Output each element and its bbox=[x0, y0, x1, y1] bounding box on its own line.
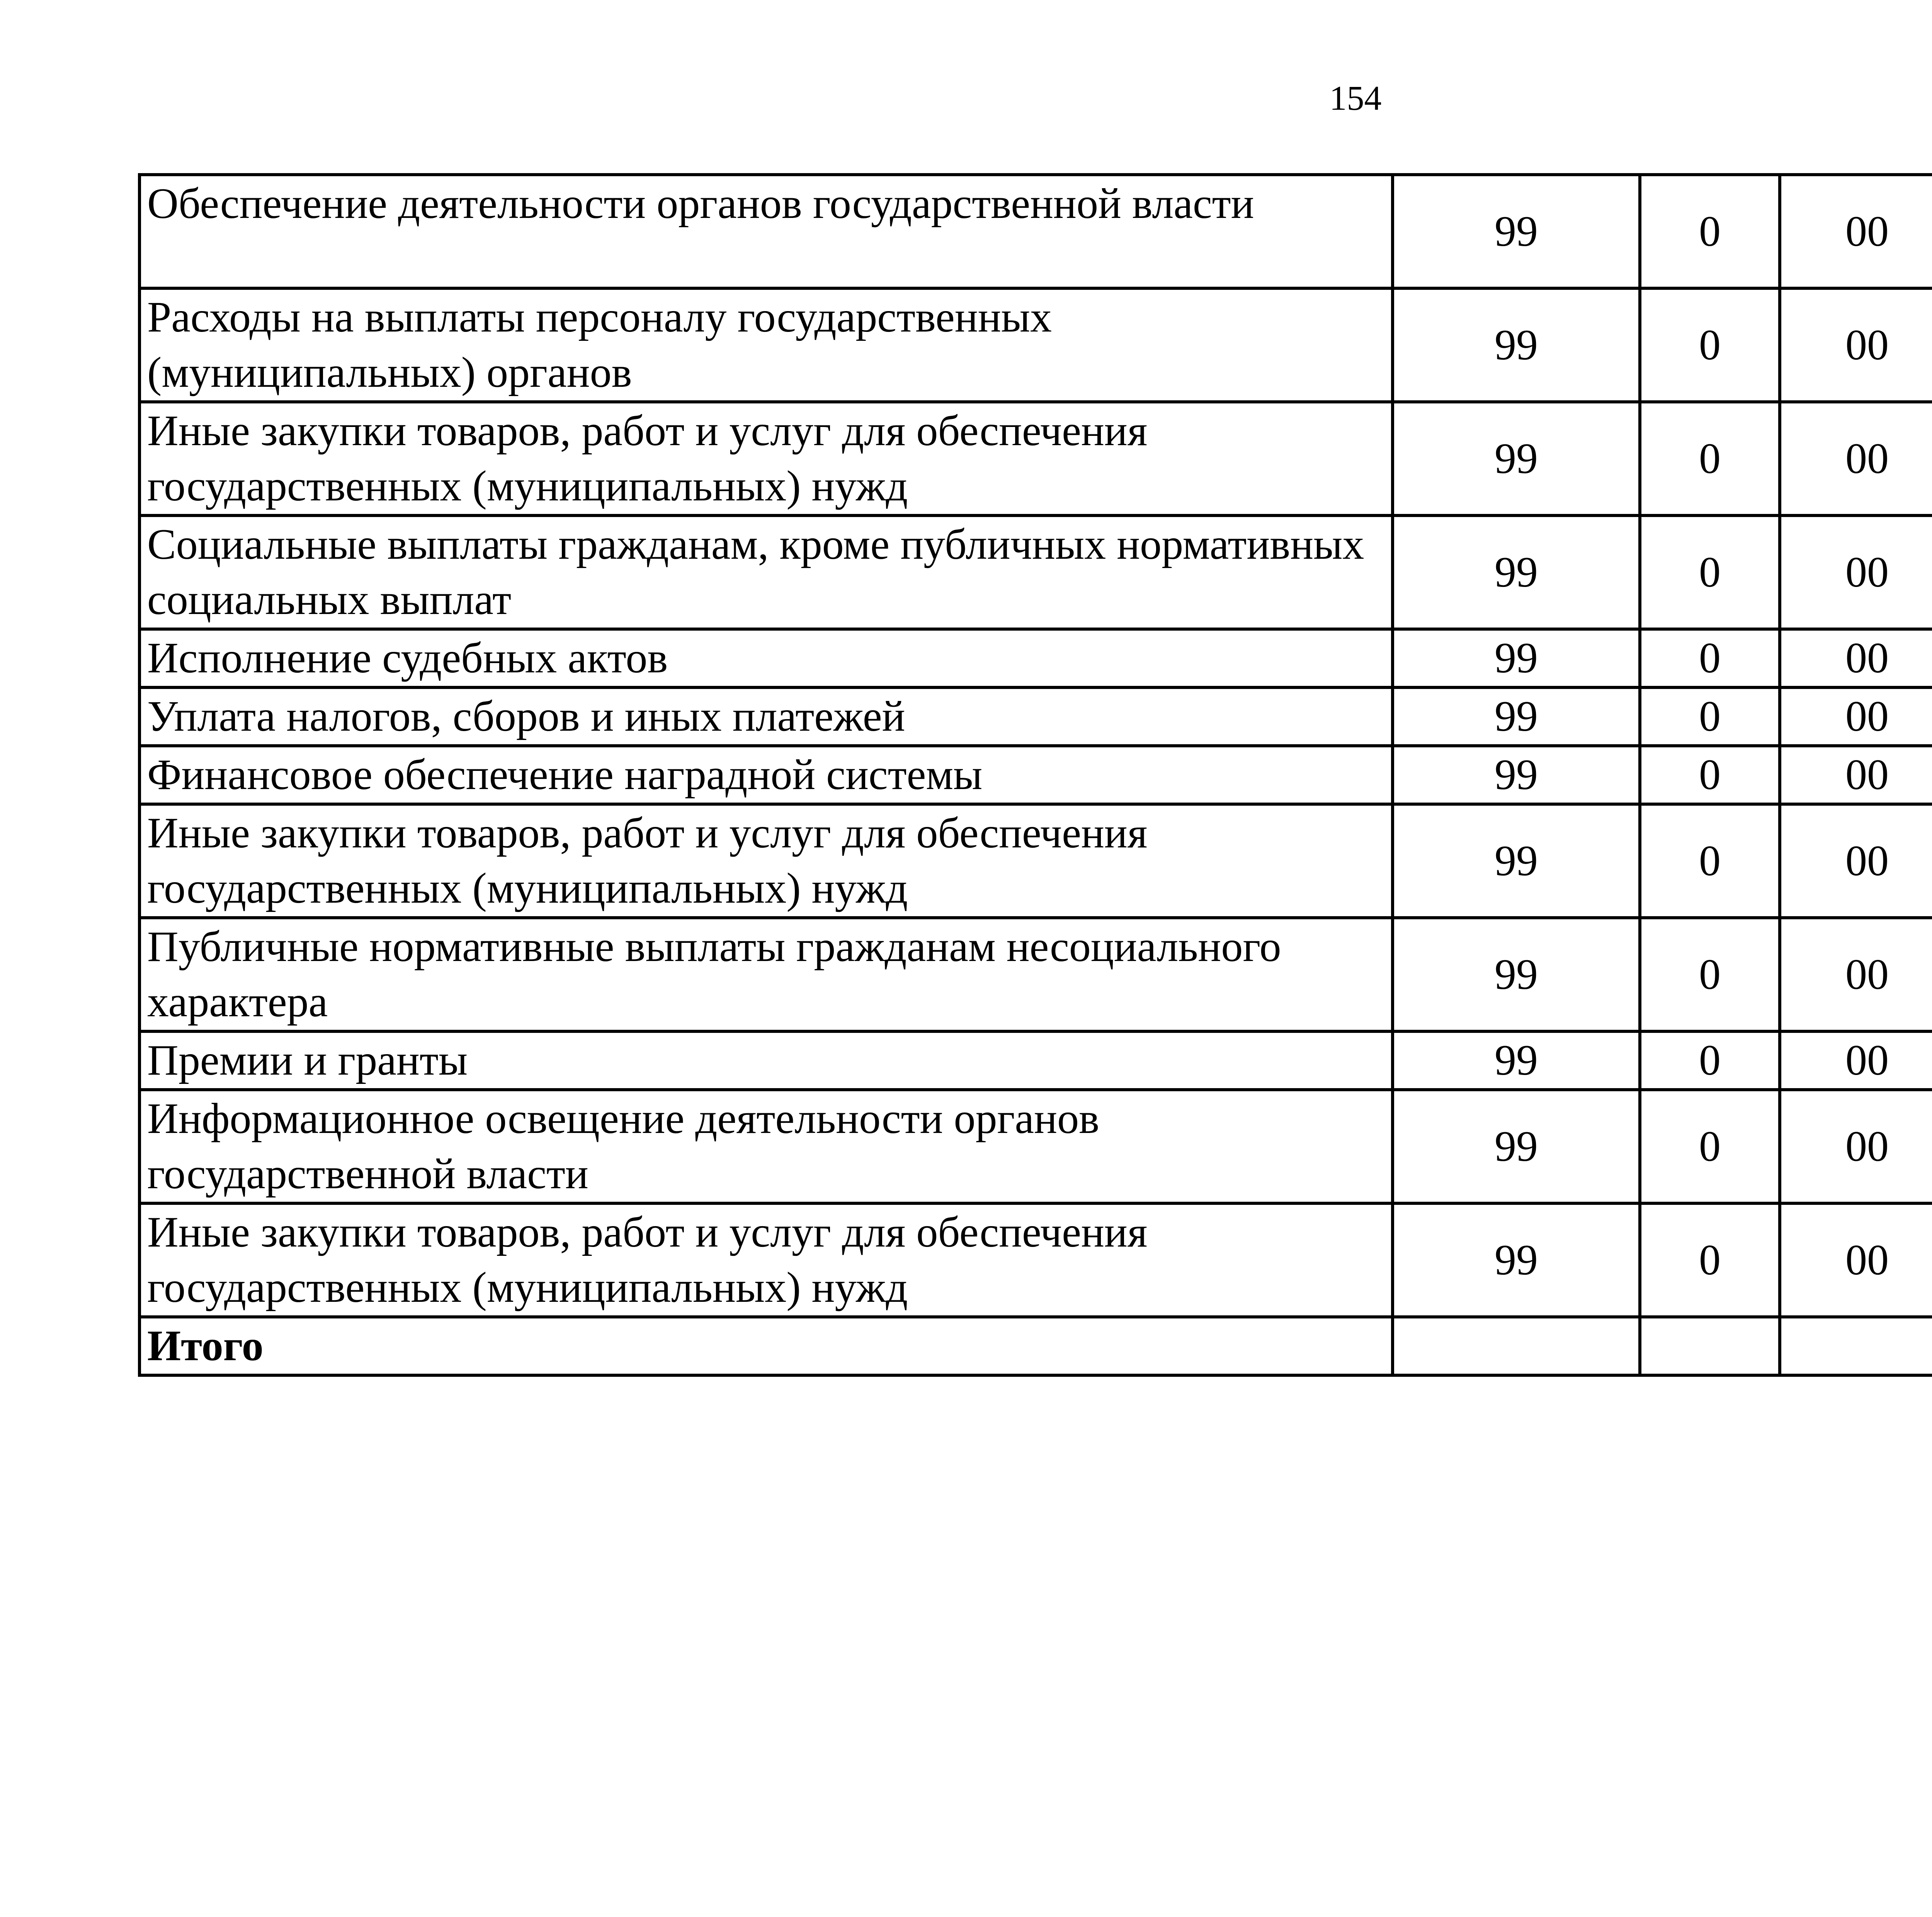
subprogram-code-cell: 0 bbox=[1640, 687, 1780, 746]
table-row bbox=[139, 515, 1932, 629]
table-row bbox=[139, 804, 1932, 918]
table-row bbox=[139, 918, 1932, 1031]
activity-code-cell: 00 bbox=[1780, 746, 1932, 804]
activity-code-cell: 00 bbox=[1780, 515, 1932, 629]
table-row bbox=[139, 629, 1932, 687]
table-row bbox=[139, 175, 1932, 288]
subprogram-code-cell: 0 bbox=[1640, 1203, 1780, 1317]
program-code-cell: 99 bbox=[1393, 175, 1640, 288]
expense-name-cell: Иные закупки товаров, работ и услуг для обеспечения государственных (муниципальных) нужд bbox=[139, 1203, 1393, 1317]
activity-code-cell: 00 bbox=[1780, 1031, 1932, 1090]
subprogram-code-cell: 0 bbox=[1640, 746, 1780, 804]
table-row bbox=[139, 1203, 1932, 1317]
expense-name-cell: Иные закупки товаров, работ и услуг для обеспечения государственных (муниципальных) нужд bbox=[139, 804, 1393, 918]
total-label: Итого bbox=[139, 1317, 1393, 1375]
subprogram-code-cell: 0 bbox=[1640, 1090, 1780, 1203]
table-row bbox=[139, 288, 1932, 402]
page-number: 154 bbox=[1329, 79, 1382, 117]
expense-name-cell: Информационное освещение деятельности органов государственной власти bbox=[139, 1090, 1393, 1203]
activity-code-cell: 00 bbox=[1780, 402, 1932, 515]
expense-name-cell: Исполнение судебных актов bbox=[139, 629, 1393, 687]
activity-code-cell: 00 bbox=[1780, 629, 1932, 687]
subprogram-code-cell: 0 bbox=[1640, 918, 1780, 1031]
subprogram-code-cell: 0 bbox=[1640, 1031, 1780, 1090]
table-row bbox=[139, 1031, 1932, 1090]
program-code-cell: 99 bbox=[1393, 629, 1640, 687]
subprogram-code-cell: 0 bbox=[1640, 629, 1780, 687]
program-code-cell: 99 bbox=[1393, 804, 1640, 918]
program-code-cell: 99 bbox=[1393, 746, 1640, 804]
subprogram-code-cell: 0 bbox=[1640, 175, 1780, 288]
table-row bbox=[139, 1090, 1932, 1203]
total-row bbox=[139, 1317, 1932, 1375]
table-row bbox=[139, 746, 1932, 804]
expense-name-cell: Обеспечение деятельности органов государственной власти bbox=[139, 175, 1393, 288]
table-row bbox=[139, 402, 1932, 515]
activity-code-cell: 00 bbox=[1780, 1203, 1932, 1317]
empty-cell bbox=[1393, 1317, 1640, 1375]
activity-code-cell: 00 bbox=[1780, 288, 1932, 402]
expense-name-cell: Публичные нормативные выплаты гражданам несоциального характера bbox=[139, 918, 1393, 1031]
program-code-cell: 99 bbox=[1393, 402, 1640, 515]
program-code-cell: 99 bbox=[1393, 515, 1640, 629]
expense-name-cell: Расходы на выплаты персоналу государственных (муниципальных) органов bbox=[139, 288, 1393, 402]
expense-name-cell: Уплата налогов, сборов и иных платежей bbox=[139, 687, 1393, 746]
program-code-cell: 99 bbox=[1393, 687, 1640, 746]
program-code-cell: 99 bbox=[1393, 288, 1640, 402]
subprogram-code-cell: 0 bbox=[1640, 402, 1780, 515]
activity-code-cell: 00 bbox=[1780, 687, 1932, 746]
expense-name-cell: Премии и гранты bbox=[139, 1031, 1393, 1090]
budget-table bbox=[138, 173, 1932, 1377]
activity-code-cell: 00 bbox=[1780, 175, 1932, 288]
activity-code-cell: 00 bbox=[1780, 1090, 1932, 1203]
expense-name-cell: Социальные выплаты гражданам, кроме публичных нормативных социальных выплат bbox=[139, 515, 1393, 629]
subprogram-code-cell: 0 bbox=[1640, 288, 1780, 402]
activity-code-cell: 00 bbox=[1780, 804, 1932, 918]
expense-name-cell: Финансовое обеспечение наградной системы bbox=[139, 746, 1393, 804]
activity-code-cell: 00 bbox=[1780, 918, 1932, 1031]
empty-cell bbox=[1640, 1317, 1780, 1375]
empty-cell bbox=[1780, 1317, 1932, 1375]
program-code-cell: 99 bbox=[1393, 1203, 1640, 1317]
program-code-cell: 99 bbox=[1393, 1090, 1640, 1203]
subprogram-code-cell: 0 bbox=[1640, 515, 1780, 629]
program-code-cell: 99 bbox=[1393, 1031, 1640, 1090]
table-row bbox=[139, 687, 1932, 746]
program-code-cell: 99 bbox=[1393, 918, 1640, 1031]
subprogram-code-cell: 0 bbox=[1640, 804, 1780, 918]
expense-name-cell: Иные закупки товаров, работ и услуг для обеспечения государственных (муниципальных) нужд bbox=[139, 402, 1393, 515]
